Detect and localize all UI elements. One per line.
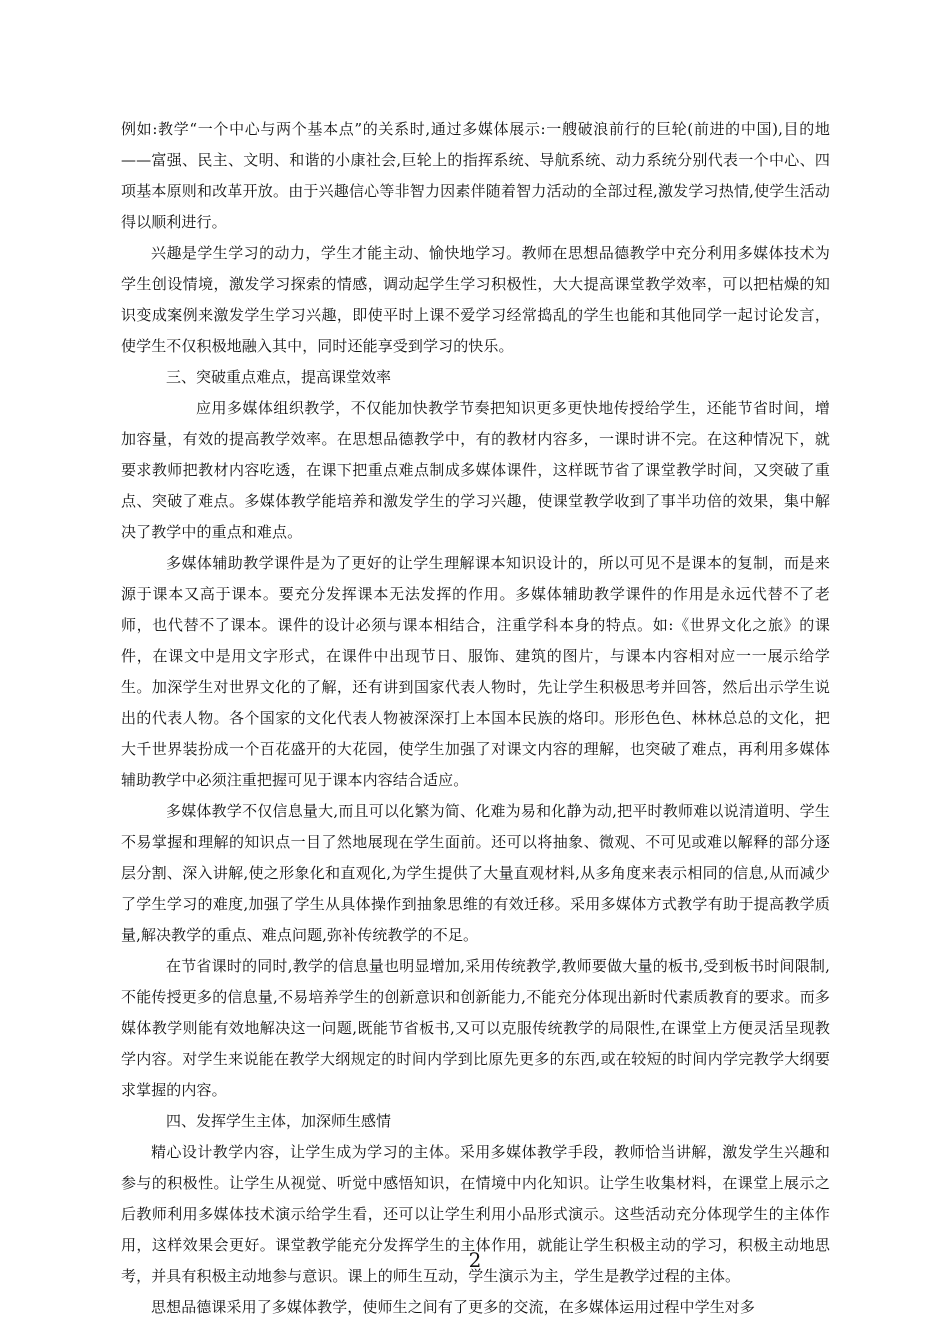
paragraph-information: 多媒体教学不仅信息量大,而且可以化繁为简、化难为易和化静为动,把平时教师难以说清道明、学生不易掌握和理解的知识点一目了然地展现在学生面前。还可以将抽象、微观、不可见或难以解释的部分逐层分割、深入讲解,使之形象化和直观化,为学生提供了大量直观材料,从多角度来表示相同的信息,从而减少了学生学习的难度,加强了学生从具体操作到抽象思维的有效迁移。采用多媒体方式教学有助于提高教学质量,解决教学的重点、难点问题,弥补传统教学的不足。 <box>121 802 830 944</box>
paragraph-interest: 兴趣是学生学习的动力，学生才能主动、愉快地学习。教师在思想品德教学中充分利用多媒体技术为学生创设情境，激发学习探索的情感，调动起学生学习积极性，大大提高课堂教学效率，可以把枯燥的知识变成案例来激发学生学习兴趣，即使平时上课不爱学习经常捣乱的学生也能和其他同学一起讨论发言，使学生不仅积极地融入其中，同时还能享受到学习的快乐。 <box>121 244 830 355</box>
paragraph-example-metaphor: 例如:教学“一个中心与两个基本点”的关系时,通过多媒体展示:一艘破浪前行的巨轮(前进的中国),目的地——富强、民主、文明、和谐的小康社会,巨轮上的指挥系统、导航系统、动力系统分别代表一个中心、四项基本原则和改革开放。由于兴趣信心等非智力因素伴随着智力活动的全部过程,激发学习热情,使学生活动得以顺利进行。 <box>121 120 830 231</box>
page-number: 2 <box>468 1248 482 1272</box>
paragraph-courseware: 多媒体辅助教学课件是为了更好的让学生理解课本知识设计的，所以可见不是课本的复制，而是来源于课本又高于课本。要充分发挥课本无法发挥的作用。多媒体辅助教学课件的作用是永远代替不了老师，也代替不了课本。课件的设计必须与课本相结合，注重学科本身的特点。如:《世界文化之旅》的课件，在课文中是用文字形式，在课件中出现节日、服饰、建筑的图片，与课本内容相对应一一展示给学生。加深学生对世界文化的了解，还有讲到国家代表人物时，先让学生积极思考并回答，然后出示学生说出的代表人物。各个国家的文化代表人物被深深打上本国本民族的烙印。形形色色、林林总总的文化，把大千世界装扮成一个百花盛开的大花园，使学生加强了对课文内容的理解，也突破了难点，再利用多媒体辅助教学中必须注重把握可见于课本内容结合适应。 <box>121 554 830 789</box>
paragraph-communication: 思想品德课采用了多媒体教学，使师生之间有了更多的交流，在多媒体运用过程中学生对多 <box>151 1298 756 1316</box>
section-heading-three: 三、突破重点难点，提高课堂效率 <box>166 368 392 386</box>
paragraph-student-subject: 精心设计教学内容，让学生成为学习的主体。采用多媒体教学手段，教师恰当讲解，激发学生兴趣和参与的积极性。让学生从视觉、听觉中感悟知识，在情境中内化知识。让学生收集材料，在课堂上展示之后教师利用多媒体技术演示给学生看，还可以让学生利用小品形式演示。这些活动充分体现学生的主体作用，这样效果会更好。课堂教学能充分发挥学生的主体作用，就能让学生积极主动的学习，积极主动地思考，并具有积极主动地参与意识。课上的师生互动，学生演示为主，学生是教学过程的主体。 <box>121 1143 830 1285</box>
section-heading-four: 四、发挥学生主体，加深师生感情 <box>166 1112 392 1130</box>
document-body <box>121 114 830 1323</box>
paragraph-efficiency: 应用多媒体组织教学，不仅能加快教学节奏把知识更多更快地传授给学生，还能节省时间，增加容量，有效的提高教学效率。在思想品德教学中，有的教材内容多，一课时讲不完。在这种情况下，就要求教师把教材内容吃透，在课下把重点难点制成多媒体课件，这样既节省了课堂教学时间，又突破了重点、突破了难点。多媒体教学能培养和激发学生的学习兴趣，使课堂教学收到了事半功倍的效果，集中解决了教学中的重点和难点。 <box>121 399 830 541</box>
paragraph-class-time: 在节省课时的同时,教学的信息量也明显增加,采用传统教学,教师要做大量的板书,受到板书时间限制,不能传授更多的信息量,不易培养学生的创新意识和创新能力,不能充分体现出新时代素质教育的要求。而多媒体教学则能有效地解决这一问题,既能节省板书,又可以克服传统教学的局限性,在课堂上方便灵活呈现教学内容。对学生来说能在教学大纲规定的时间内学到比原先更多的东西,或在较短的时间内学完教学大纲要求掌握的内容。 <box>121 957 830 1099</box>
